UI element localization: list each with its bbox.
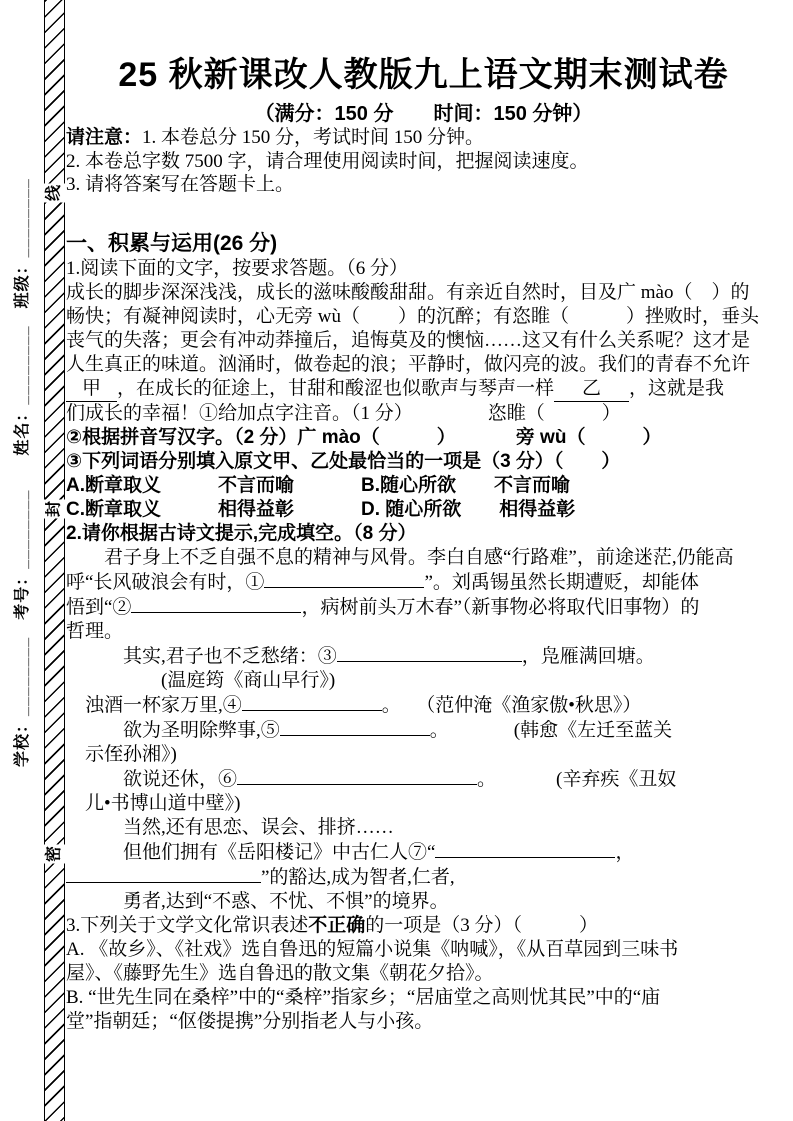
q2-line-10-pre: 欲说还休，⑥ <box>66 768 238 790</box>
q2-line-5-post: ，凫雁满回塘。 <box>521 645 655 667</box>
q2-line-14-post: ”的豁达,成为智者,仁者, <box>261 866 455 888</box>
answer-blank-7a <box>435 840 615 858</box>
answer-blank-6 <box>237 767 477 785</box>
q2-line-7 <box>66 693 781 718</box>
q1-option-a: A.断章取义 不言而喻 <box>66 474 295 496</box>
blank-yi: 乙 <box>554 377 629 402</box>
q2-line-10-source: (辛弃疾《丑奴 <box>556 768 677 790</box>
q2-line-13-pre: 但他们拥有《岳阳楼记》中古仁人⑦“ <box>66 841 436 863</box>
q1-text-line-6 <box>66 402 781 426</box>
blank-jia: 甲 <box>66 377 117 402</box>
q1-text-line-5 <box>66 377 781 402</box>
answer-blank-3 <box>337 644 522 662</box>
answer-blank-1 <box>264 570 424 588</box>
q2-line-5-pre: 其实,君子也不乏愁绪：③ <box>66 645 337 667</box>
q1-sub3: ③下列词语分别填入原文甲、乙处最恰当的一项是（3 分）（ ） <box>66 450 621 472</box>
q3-stem <box>66 914 781 938</box>
q2-line-3-post: ，病树前头万木春”（新事物必将取代旧事物）的 <box>301 596 700 618</box>
q2-line-1: 君子身上不乏自强不息的精神与风骨。李白自感“行路难”，前途迷茫,仍能高 <box>66 546 734 568</box>
q2-line-8-post: 。 <box>429 719 449 741</box>
answer-blank-5 <box>280 718 430 736</box>
q3-stem-post: 的一项是（3 分）（ ） <box>365 914 599 936</box>
q2-line-3 <box>66 595 781 620</box>
q1-sub2-stem: ②根据拼音写汉字。（2 分）广 mào（ ） <box>66 426 456 448</box>
seal-char-xian: 线 <box>43 184 67 203</box>
q1-sub1-word: 恣睢（ ） <box>487 402 621 424</box>
q2-line-2-post: ”。刘禹锡虽然长期遭贬，却能体 <box>424 571 699 593</box>
seal-student-info-labels: 学校：________ 考号：________ 姓名：________ 班级：________ <box>14 178 31 767</box>
q1-line5-end: ，这就是我 <box>629 377 725 399</box>
notice-line-2: 2. 本卷总字数 7500 字，请合理使用阅读时间，把握阅读速度。 <box>66 150 589 172</box>
q2-line-2-pre: 呼“长风破浪会有时，① <box>66 571 265 593</box>
notice-line-3: 3. 请将答案写在答题卡上。 <box>66 174 295 195</box>
q1-options-row-2 <box>66 498 781 522</box>
q1-text-line-1: 成长的脚步深深浅浅，成长的滋味酸酸甜甜。有亲近自然时，目及广 mào（ ）的 <box>66 281 750 303</box>
q2-line-11-source: 儿•书博山道中壁》) <box>66 792 241 814</box>
q2-line-10 <box>66 767 781 792</box>
q2-line-10-post: 。 <box>477 768 497 790</box>
q2-line-7-source: （范仲淹《渔家傲•秋思》） <box>425 694 642 716</box>
q2-line-8-pre: 欲为圣明除弊事,⑤ <box>66 719 280 741</box>
q3-option-a-line-2: 屋》、《藤野先生》选自鲁迅的散文集《朝花夕拾》。 <box>66 962 494 984</box>
answer-blank-7b <box>66 865 261 883</box>
q3-stem-pre: 3.下列关于文学文化常识表述 <box>66 914 309 936</box>
notice-label: 请注意： <box>66 127 143 148</box>
section1-heading: 一、积累与运用(26 分) <box>66 231 278 255</box>
notice-line-1 <box>66 126 781 150</box>
exam-content <box>66 0 781 1034</box>
q1-sub2 <box>66 426 781 450</box>
q2-stem: 2.请你根据古诗文提示,完成填空。（8 分） <box>66 522 417 544</box>
exam-title: 25 秋新课改人教版九上语文期末测试卷 <box>118 56 729 94</box>
q2-line-8 <box>66 718 781 743</box>
notice-text-1: 1. 本卷总分 150 分，考试时间 150 分钟。 <box>142 127 485 148</box>
q2-line-8-source: (韩愈《左迁至蓝关 <box>513 719 673 741</box>
q3-option-a-line-1: A. 《故乡》、《社戏》选自鲁迅的短篇小说集《呐喊》，《从百草园到三味书 <box>66 938 679 960</box>
q2-line-5 <box>66 644 781 669</box>
q2-line-12: 当然,还有思恋、误会、排挤…… <box>66 816 394 838</box>
q2-line-4: 哲理。 <box>66 620 124 642</box>
q1-stem: 1.阅读下面的文字，按要求答题。（6 分） <box>66 257 409 279</box>
q1-option-b: B.随心所欲 不言而喻 <box>361 474 571 496</box>
seal-line-band <box>44 0 65 1121</box>
q2-line-13-post: ， <box>615 841 635 863</box>
q1-line5-mid: ，在成长的征途上，甘甜和酸涩也似歌声与琴声一样 <box>117 377 555 399</box>
q2-line-13 <box>66 840 781 865</box>
q2-line-3-pre: 悟到“② <box>66 596 132 618</box>
q2-line-7-pre: 浊酒一杯家万里,④ <box>66 694 242 716</box>
q2-line-15: 勇者,达到“不惑、不忧、不惧”的境界。 <box>66 890 449 912</box>
exam-subtitle: （满分：150 分 时间：150 分钟） <box>254 103 593 125</box>
q2-line-6-source: (温庭筠《商山早行》) <box>66 669 336 691</box>
q3-stem-bold: 不正确 <box>308 914 366 936</box>
q2-line-7-post: 。 <box>381 694 401 716</box>
q1-option-c: C.断章取义 相得益彰 <box>66 498 295 520</box>
q2-line-14 <box>66 865 781 890</box>
q1-text-line-2: 畅快；有凝神阅读时，心无旁 wù（ ）的沉醉；有恣睢（ ）挫败时，垂头 <box>66 305 759 327</box>
q1-option-d: D. 随心所欲 相得益彰 <box>361 498 576 520</box>
q1-text-line-4: 人生真正的味道。汹涌时，做卷起的浪；平静时，做闪亮的波。我们的青春不允许 <box>66 353 751 375</box>
q2-line-9-source: 示侄孙湘》) <box>66 743 177 765</box>
answer-blank-4 <box>242 693 382 711</box>
q2-line-2 <box>66 570 781 595</box>
q1-options-row-1 <box>66 474 781 498</box>
q1-text-line-3: 丧气的失落；更会有冲动莽撞后，追悔莫及的懊恼……这又有什么关系呢？这才是 <box>66 329 751 351</box>
q3-option-b-line-1: B. “世先生同在桑梓”中的“桑梓”指家乡；“居庙堂之高则忧其民”中的“庙 <box>66 986 661 1008</box>
seal-char-mi: 密 <box>43 845 67 864</box>
q1-sub1-stem: 们成长的幸福！①给加点字注音。（1 分） <box>66 402 413 424</box>
q3-option-b-line-2: 堂”指朝廷；“伛偻提携”分别指老人与小孩。 <box>66 1010 434 1032</box>
answer-blank-2 <box>131 595 301 613</box>
q1-sub2-word: 旁 wù（ ） <box>515 426 662 448</box>
seal-char-feng: 封 <box>43 500 67 519</box>
